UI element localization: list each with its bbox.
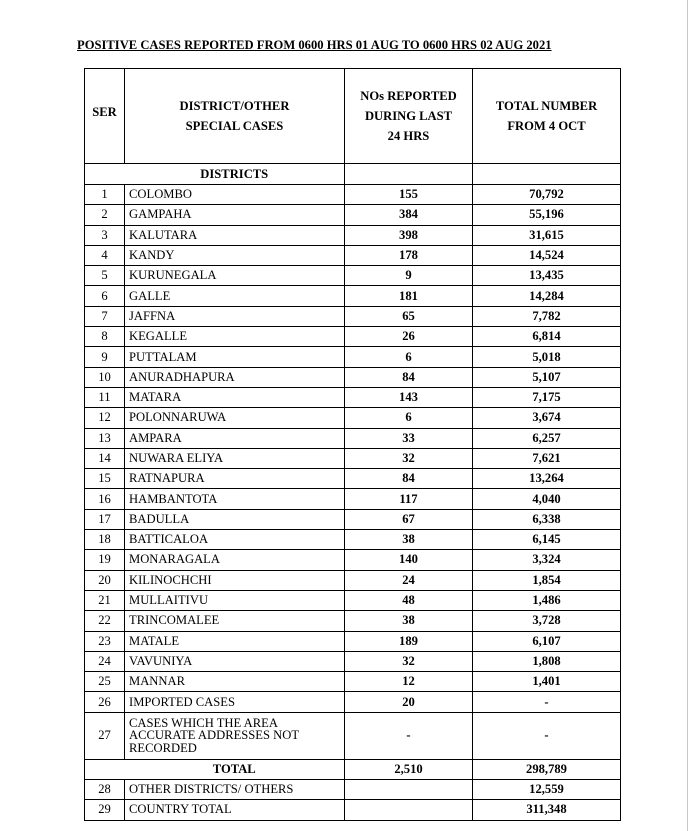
row-ser: 12: [85, 408, 125, 428]
row-district-name: MONARAGALA: [125, 550, 345, 570]
row-last24-blank: [345, 800, 473, 820]
row-total-value: 14,524: [473, 245, 621, 265]
row-district-name: KALUTARA: [125, 225, 345, 245]
row-district-name: OTHER DISTRICTS/ OTHERS: [125, 780, 345, 800]
table-row-unrecorded: [85, 712, 621, 759]
row-ser: 11: [85, 387, 125, 407]
row-total-value: -: [473, 692, 621, 712]
row-last24-value: 117: [345, 489, 473, 509]
row-ser: 8: [85, 327, 125, 347]
row-last24-value: 32: [345, 448, 473, 468]
row-total-value: 1,808: [473, 651, 621, 671]
total-ser-blank: [85, 759, 125, 779]
row-district-name: VAVUNIYA: [125, 651, 345, 671]
row-total-value: 13,435: [473, 266, 621, 286]
row-last24-value: 20: [345, 692, 473, 712]
row-total-value: 311,348: [473, 800, 621, 820]
row-last24-value: 48: [345, 590, 473, 610]
row-district-name: BATTICALOA: [125, 530, 345, 550]
table-row: [85, 205, 621, 225]
row-district-name: TRINCOMALEE: [125, 611, 345, 631]
table-row: [85, 448, 621, 468]
row-total-value: 3,728: [473, 611, 621, 631]
table-row: [85, 266, 621, 286]
row-total-value: 7,782: [473, 306, 621, 326]
row-ser: 14: [85, 448, 125, 468]
row-ser: 21: [85, 590, 125, 610]
row-last24-value: 189: [345, 631, 473, 651]
row-total-value: 1,854: [473, 570, 621, 590]
row-last24-value: 384: [345, 205, 473, 225]
row-last24-value: 6: [345, 408, 473, 428]
table-row: [85, 590, 621, 610]
row-ser: 17: [85, 509, 125, 529]
table-row: [85, 245, 621, 265]
row-total-value: -: [473, 712, 621, 759]
row-last24-value: -: [345, 712, 473, 759]
table-row: [85, 367, 621, 387]
row-ser: 4: [85, 245, 125, 265]
row-last24-value: 155: [345, 185, 473, 205]
row-ser: 7: [85, 306, 125, 326]
table-row-row29: [85, 800, 621, 820]
row-total-value: 31,615: [473, 225, 621, 245]
section-last24-blank: [345, 164, 473, 185]
table-row: [85, 692, 621, 712]
table-row-row28: [85, 780, 621, 800]
row-last24-value: 65: [345, 306, 473, 326]
row-district-name: IMPORTED CASES: [125, 692, 345, 712]
row-ser: 13: [85, 428, 125, 448]
row-ser: 20: [85, 570, 125, 590]
row-ser: 26: [85, 692, 125, 712]
row-last24-value: 12: [345, 672, 473, 692]
row-total-value: 5,018: [473, 347, 621, 367]
row-district-name: AMPARA: [125, 428, 345, 448]
row-last24-value: 143: [345, 387, 473, 407]
table-row: [85, 611, 621, 631]
row-district-name: MATARA: [125, 387, 345, 407]
table-row: [85, 347, 621, 367]
row-total-value: 55,196: [473, 205, 621, 225]
table-row: [85, 327, 621, 347]
header-row: [85, 69, 621, 164]
row-district-name: COUNTRY TOTAL: [125, 800, 345, 820]
row-ser: 3: [85, 225, 125, 245]
row-last24-value: 181: [345, 286, 473, 306]
row-total-value: 6,257: [473, 428, 621, 448]
row-district-name: BADULLA: [125, 509, 345, 529]
section-ser-blank: [85, 164, 125, 185]
row-total-value: 6,145: [473, 530, 621, 550]
row-last24-value: 67: [345, 509, 473, 529]
row-last24-value: 33: [345, 428, 473, 448]
page-edge: [687, 0, 688, 831]
row-district-name: MANNAR: [125, 672, 345, 692]
row-ser: 16: [85, 489, 125, 509]
row-last24-value: 6: [345, 347, 473, 367]
row-ser: 9: [85, 347, 125, 367]
section-total-blank: [473, 164, 621, 185]
row-total-value: 5,107: [473, 367, 621, 387]
row-last24-value: 9: [345, 266, 473, 286]
total-row: [85, 759, 621, 779]
row-last24-value: 398: [345, 225, 473, 245]
row-district-name: PUTTALAM: [125, 347, 345, 367]
table-row: [85, 530, 621, 550]
row-last24-value: 178: [345, 245, 473, 265]
row-district-name: RATNAPURA: [125, 469, 345, 489]
table-row: [85, 651, 621, 671]
row-last24-value: 32: [345, 651, 473, 671]
row-ser: 23: [85, 631, 125, 651]
section-row-districts: [85, 164, 621, 185]
row-total-value: 14,284: [473, 286, 621, 306]
table-row: [85, 286, 621, 306]
row-ser: 10: [85, 367, 125, 387]
row-ser: 24: [85, 651, 125, 671]
row-district-name: JAFFNA: [125, 306, 345, 326]
row-ser: 25: [85, 672, 125, 692]
table-row: [85, 550, 621, 570]
row-ser: 29: [85, 800, 125, 820]
row-ser: 1: [85, 185, 125, 205]
row-district-name: KURUNEGALA: [125, 266, 345, 286]
row-ser: 2: [85, 205, 125, 225]
table-row: [85, 469, 621, 489]
row-district-name: MULLAITIVU: [125, 590, 345, 610]
row-last24-value: 84: [345, 367, 473, 387]
row-district-name: ANURADHAPURA: [125, 367, 345, 387]
row-total-value: 6,107: [473, 631, 621, 651]
row-district-name: GALLE: [125, 286, 345, 306]
row-ser: 15: [85, 469, 125, 489]
table-row: [85, 631, 621, 651]
row-district-name: KEGALLE: [125, 327, 345, 347]
table-row: [85, 387, 621, 407]
row-district-name: GAMPAHA: [125, 205, 345, 225]
total-total-value: 298,789: [473, 759, 621, 779]
row-last24-value: 84: [345, 469, 473, 489]
row-district-name: NUWARA ELIYA: [125, 448, 345, 468]
table-row: [85, 672, 621, 692]
row-last24-value: 38: [345, 530, 473, 550]
table-row: [85, 225, 621, 245]
row-ser: 19: [85, 550, 125, 570]
header-last24: NOs REPORTED DURING LAST 24 HRS: [345, 69, 473, 164]
section-label: DISTRICTS: [125, 164, 345, 185]
row-district-name: HAMBANTOTA: [125, 489, 345, 509]
header-ser: SER: [85, 69, 125, 164]
row-district-name: CASES WHICH THE AREA ACCURATE ADDRESSES NOT RECORDED: [125, 712, 345, 759]
total-last24-value: 2,510: [345, 759, 473, 779]
row-district-name: COLOMBO: [125, 185, 345, 205]
table-row: [85, 408, 621, 428]
table-row: [85, 306, 621, 326]
cases-table: [84, 68, 621, 821]
header-total: TOTAL NUMBER FROM 4 OCT: [473, 69, 621, 164]
total-label: TOTAL: [125, 759, 345, 779]
row-ser: 18: [85, 530, 125, 550]
table-row: [85, 489, 621, 509]
row-total-value: 1,486: [473, 590, 621, 610]
table-row: [85, 509, 621, 529]
row-total-value: 3,674: [473, 408, 621, 428]
row-ser: 5: [85, 266, 125, 286]
row-total-value: 4,040: [473, 489, 621, 509]
row-last24-value: 140: [345, 550, 473, 570]
header-district: DISTRICT/OTHER SPECIAL CASES: [125, 69, 345, 164]
row-last24-value: 26: [345, 327, 473, 347]
row-last24-value: 38: [345, 611, 473, 631]
table-row: [85, 185, 621, 205]
row-ser: 28: [85, 780, 125, 800]
row-total-value: 7,621: [473, 448, 621, 468]
row-total-value: 13,264: [473, 469, 621, 489]
row-total-value: 70,792: [473, 185, 621, 205]
row-total-value: 12,559: [473, 780, 621, 800]
row-total-value: 1,401: [473, 672, 621, 692]
row-ser: 6: [85, 286, 125, 306]
table-row: [85, 570, 621, 590]
row-ser: 27: [85, 712, 125, 759]
table-row: [85, 428, 621, 448]
row-total-value: 6,814: [473, 327, 621, 347]
row-total-value: 6,338: [473, 509, 621, 529]
row-district-name: POLONNARUWA: [125, 408, 345, 428]
row-total-value: 7,175: [473, 387, 621, 407]
row-total-value: 3,324: [473, 550, 621, 570]
row-last24-value: 24: [345, 570, 473, 590]
row-ser: 22: [85, 611, 125, 631]
document-title: POSITIVE CASES REPORTED FROM 0600 HRS 01 AUG TO 0600 HRS 02 AUG 2021: [77, 38, 552, 52]
row-district-name: KANDY: [125, 245, 345, 265]
row-district-name: KILINOCHCHI: [125, 570, 345, 590]
row-last24-blank: [345, 780, 473, 800]
row-district-name: MATALE: [125, 631, 345, 651]
